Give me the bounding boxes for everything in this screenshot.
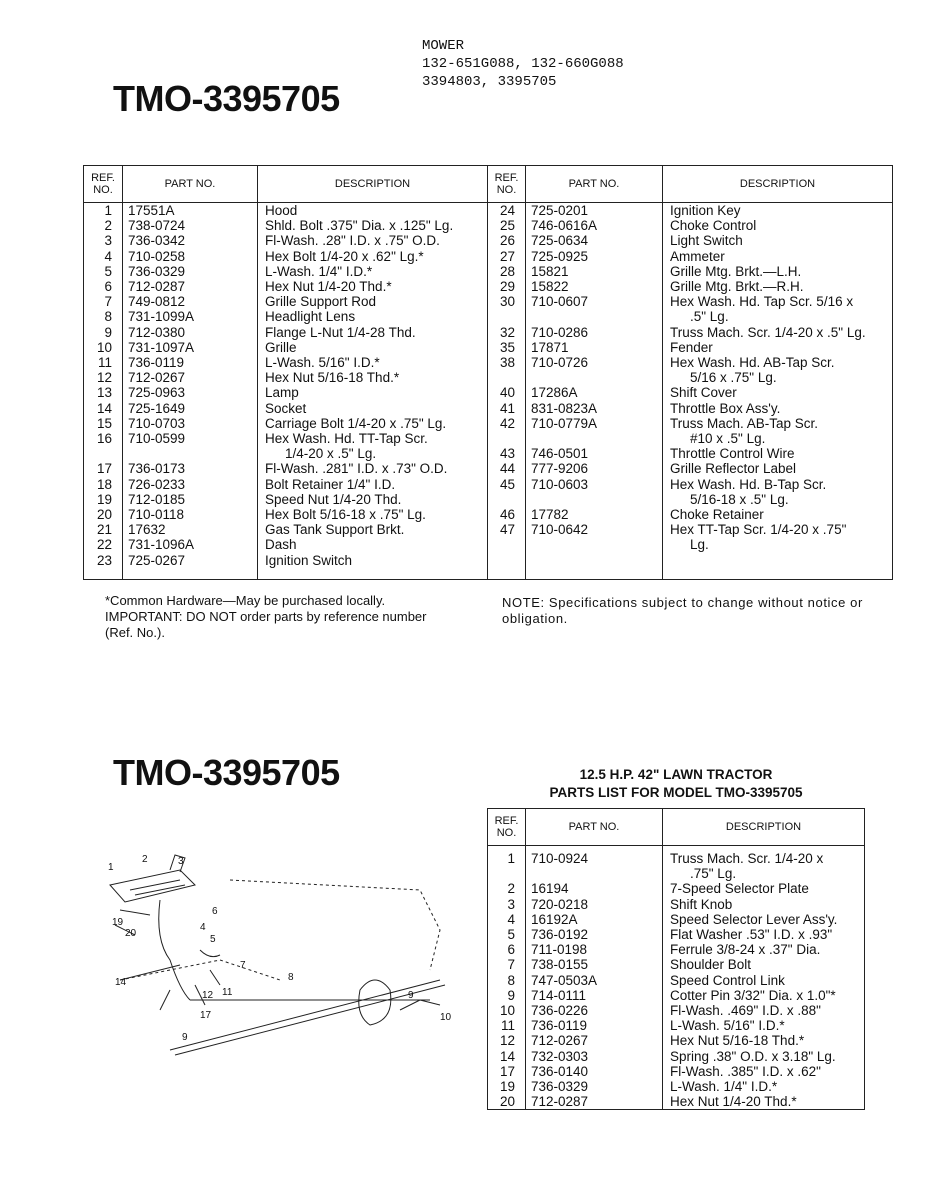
header-ref: REF. NO. <box>84 166 123 203</box>
part-description: Ferrule 3/8-24 x .37" Dia. <box>670 942 821 958</box>
header-desc: DESCRIPTION <box>258 166 488 203</box>
part-number: 746-0501 <box>531 446 589 462</box>
important-note: IMPORTANT: DO NOT order parts by reference number (Ref. No.). <box>105 609 427 640</box>
part-number: 711-0198 <box>531 942 588 958</box>
part-description: Fl-Wash. .281" I.D. x .73" O.D. <box>265 461 448 477</box>
part-number: 712-0287 <box>128 279 186 295</box>
ref-number: 45 <box>499 476 515 492</box>
part-description: Hex Wash. Hd. TT-Tap Scr. <box>265 431 428 447</box>
ref-number: 11 <box>500 1018 515 1034</box>
part-number: 710-0924 <box>531 851 589 866</box>
part-description: Hex Nut 1/4-20 Thd.* <box>265 279 392 295</box>
part-description: Truss Mach. Scr. 1/4-20 x <box>670 851 824 866</box>
ref-number: 7 <box>507 957 515 973</box>
ref-number: 14 <box>96 400 112 416</box>
part-number: 747-0503A <box>531 972 598 988</box>
part-number: 15822 <box>531 279 569 295</box>
section-title: TMO-3395705 <box>113 752 340 793</box>
callout-label: 7 <box>240 960 246 971</box>
part-number: 736-0119 <box>531 1018 588 1034</box>
ref-number: 43 <box>499 446 515 462</box>
part-number: 17782 <box>531 507 569 523</box>
part-description: Grille Mtg. Brkt.—R.H. <box>670 279 804 295</box>
part-number: 736-0140 <box>531 1063 589 1079</box>
part-number: 710-0607 <box>531 294 589 310</box>
part-description: Fender <box>670 339 713 355</box>
part-description: Fl-Wash. .385" I.D. x .62" <box>670 1063 821 1079</box>
part-number: 710-0118 <box>128 507 185 523</box>
part-description: Choke Control <box>670 218 757 234</box>
callout-label: 5 <box>210 934 216 945</box>
part-number: 831-0823A <box>531 400 598 416</box>
ref-number: 6 <box>507 942 515 958</box>
callout-label: 14 <box>115 977 127 988</box>
part-description: 7-Speed Selector Plate <box>670 881 809 897</box>
part-number: 712-0185 <box>128 491 186 507</box>
part-description: Dash <box>265 537 297 553</box>
part-description: Lamp <box>265 385 299 401</box>
header-desc: DESCRIPTION <box>663 166 893 203</box>
part-number: 712-0380 <box>128 324 186 340</box>
ref-number: 17 <box>96 461 112 477</box>
ref-number: 27 <box>499 248 515 264</box>
callout-label: 10 <box>440 1012 452 1023</box>
model-numbers-1: 132-651G088, 132-660G088 <box>422 56 624 72</box>
callout-label: 2 <box>142 854 148 865</box>
callout-label: 11 <box>222 987 233 998</box>
header-ref: REF. NO. <box>488 809 526 846</box>
ref-number: 29 <box>499 279 515 295</box>
part-description: Hex TT-Tap Scr. 1/4-20 x .75" <box>670 522 847 538</box>
part-number: 736-0192 <box>531 927 589 943</box>
ref-number: 7 <box>104 294 112 310</box>
ref-number: 21 <box>96 522 112 538</box>
part-description: Ignition Switch <box>265 552 353 568</box>
part-description: Carriage Bolt 1/4-20 x .75" Lg. <box>265 415 447 431</box>
part-number: 712-0267 <box>531 1033 589 1049</box>
part-number: 777-9206 <box>531 461 589 477</box>
model-numbers-2: 3394803, 3395705 <box>422 74 557 90</box>
callout-label: 9 <box>408 990 414 1001</box>
part-number: 732-0303 <box>531 1048 589 1064</box>
part-description: Truss Mach. Scr. 1/4-20 x .5" Lg. <box>670 324 866 340</box>
part-description: Grille Reflector Label <box>670 461 797 477</box>
part-description: Hex Nut 5/16-18 Thd.* <box>670 1033 805 1049</box>
part-description-cont: Lg. <box>690 537 709 553</box>
page-title: TMO-3395705 <box>113 78 340 119</box>
part-description: Speed Control Link <box>670 972 785 988</box>
tractor-subtitle: 12.5 H.P. 42" LAWN TRACTOR <box>579 767 773 782</box>
ref-number: 12 <box>499 1033 515 1049</box>
part-description: Speed Nut 1/4-20 Thd. <box>265 491 402 507</box>
callout-label: 12 <box>202 990 214 1001</box>
callout-label: 8 <box>288 972 294 983</box>
ref-number: 38 <box>499 355 515 371</box>
part-description-cont: #10 x .5" Lg. <box>690 431 766 447</box>
ref-number: 3 <box>104 233 112 249</box>
ref-number: 42 <box>499 415 515 431</box>
part-description: Grille Mtg. Brkt.—L.H. <box>670 263 802 279</box>
part-description: Shift Knob <box>670 896 733 912</box>
callout-label: 9 <box>182 1032 188 1043</box>
ref-number: 28 <box>499 263 515 279</box>
description-column <box>258 203 488 580</box>
part-description-cont: .75" Lg. <box>690 866 737 882</box>
part-number: 736-0329 <box>128 263 186 279</box>
part-number: 712-0267 <box>128 370 186 386</box>
part-description: Gas Tank Support Brkt. <box>265 522 405 538</box>
ref-number: 26 <box>499 233 515 249</box>
part-description: Headlight Lens <box>265 309 356 325</box>
part-number: 725-0963 <box>128 385 186 401</box>
part-number: 710-0642 <box>531 522 589 538</box>
part-description: L-Wash. 1/4" I.D.* <box>670 1079 778 1095</box>
part-description: Truss Mach. AB-Tap Scr. <box>670 415 819 431</box>
ref-number: 5 <box>104 263 112 279</box>
part-description-cont: 1/4-20 x .5" Lg. <box>285 446 377 462</box>
parts-table-main <box>83 165 893 580</box>
part-description: Spring .38" O.D. x 3.18" Lg. <box>670 1048 836 1064</box>
part-description-cont: 5/16-18 x .5" Lg. <box>690 491 789 507</box>
ref-number: 6 <box>104 279 112 295</box>
part-number: 725-0925 <box>531 248 589 264</box>
part-description: Shift Cover <box>670 385 737 401</box>
part-number: 725-1649 <box>128 400 186 416</box>
callout-label: 20 <box>125 928 137 939</box>
callout-label: 6 <box>212 906 218 917</box>
part-description: Hex Bolt 1/4-20 x .62" Lg.* <box>265 248 424 264</box>
part-description: Hex Nut 1/4-20 Thd.* <box>670 1094 797 1110</box>
part-number: 710-0599 <box>128 431 186 447</box>
part-description: Grille <box>265 339 297 355</box>
ref-number: 40 <box>499 385 515 401</box>
part-number: 731-1097A <box>128 339 195 355</box>
part-number: 710-0603 <box>531 476 589 492</box>
part-description: Ammeter <box>670 248 725 264</box>
part-number: 15821 <box>531 263 569 279</box>
ref-number: 44 <box>499 461 515 477</box>
callout-label: 17 <box>200 1010 212 1021</box>
ref-number: 47 <box>499 522 515 538</box>
part-number: 736-0329 <box>531 1079 589 1095</box>
part-number: 710-0779A <box>531 415 598 431</box>
ref-number: 10 <box>499 1003 515 1019</box>
ref-number: 4 <box>104 248 112 264</box>
part-description: Shld. Bolt .375" Dia. x .125" Lg. <box>265 218 454 234</box>
ref-number: 15 <box>96 415 112 431</box>
part-description: L-Wash. 1/4" I.D.* <box>265 263 373 279</box>
ref-number: 20 <box>96 507 112 523</box>
part-number: 714-0111 <box>531 987 587 1003</box>
header-ref: REF. NO. <box>488 166 526 203</box>
callout-label: 3 <box>178 856 184 867</box>
part-number: 710-0258 <box>128 248 186 264</box>
ref-number: 2 <box>507 881 515 897</box>
description-column <box>663 203 893 580</box>
ref-number: 32 <box>499 324 515 340</box>
header-part: PART NO. <box>526 166 663 203</box>
ref-number: 4 <box>507 911 515 927</box>
part-description: Fl-Wash. .28" I.D. x .75" O.D. <box>265 233 440 249</box>
part-description: Grille Support Rod <box>265 294 377 310</box>
ref-number: 5 <box>507 927 515 943</box>
ref-number: 9 <box>507 987 515 1003</box>
ref-number: 46 <box>499 507 515 523</box>
part-number: 17632 <box>128 522 166 538</box>
part-number: 746-0616A <box>531 218 598 234</box>
ref-number: 1 <box>104 203 112 218</box>
part-number: 738-0155 <box>531 957 589 973</box>
part-description: Hood <box>265 203 298 218</box>
part-number: 712-0287 <box>531 1094 589 1110</box>
part-description-cont: .5" Lg. <box>690 309 729 325</box>
ref-number: 17 <box>499 1063 515 1079</box>
part-description: Speed Selector Lever Ass'y. <box>670 911 838 927</box>
part-column <box>123 203 258 580</box>
ref-number: 35 <box>499 339 515 355</box>
part-number: 17871 <box>531 339 569 355</box>
part-number: 749-0812 <box>128 294 186 310</box>
part-description: Throttle Control Wire <box>670 446 795 462</box>
ref-number: 30 <box>499 294 515 310</box>
part-description: Fl-Wash. .469" I.D. x .88" <box>670 1003 821 1019</box>
ref-number: 18 <box>96 476 112 492</box>
part-number: 16194 <box>531 881 569 897</box>
specification-note: NOTE: Specifications subject to change without notice or obligation. <box>502 595 863 626</box>
ref-number: 23 <box>96 552 112 568</box>
part-number: 17551A <box>128 203 175 218</box>
part-number: 17286A <box>531 385 578 401</box>
part-number: 736-0226 <box>531 1003 589 1019</box>
description-column <box>663 846 865 1110</box>
part-description: Hex Wash. Hd. B-Tap Scr. <box>670 476 827 492</box>
part-number: 731-1099A <box>128 309 195 325</box>
part-number: 736-0342 <box>128 233 186 249</box>
parts-table-speed-selector <box>487 808 865 1110</box>
product-label: MOWER <box>422 38 465 54</box>
part-description: Shoulder Bolt <box>670 957 752 973</box>
ref-number: 12 <box>96 370 112 386</box>
part-number: 710-0286 <box>531 324 589 340</box>
callout-label: 4 <box>200 922 206 933</box>
ref-number: 2 <box>104 218 112 234</box>
part-description: Socket <box>265 400 307 416</box>
part-description: Hex Wash. Hd. AB-Tap Scr. <box>670 355 835 371</box>
part-description: Choke Retainer <box>670 507 764 523</box>
ref-number: 25 <box>499 218 515 234</box>
part-description: L-Wash. 5/16" I.D.* <box>670 1018 785 1034</box>
part-number: 736-0119 <box>128 355 185 371</box>
part-description: Hex Bolt 5/16-18 x .75" Lg. <box>265 507 426 523</box>
ref-number: 19 <box>96 491 112 507</box>
ref-number: 8 <box>507 972 515 988</box>
ref-number: 41 <box>499 400 515 416</box>
part-description: Cotter Pin 3/32" Dia. x 1.0"* <box>670 987 836 1003</box>
part-number: 710-0703 <box>128 415 186 431</box>
ref-number: 24 <box>499 203 515 218</box>
callout-label: 1 <box>108 862 114 873</box>
parts-list-subtitle: PARTS LIST FOR MODEL TMO-3395705 <box>549 785 803 800</box>
part-number: 738-0724 <box>128 218 186 234</box>
part-description: Hex Nut 5/16-18 Thd.* <box>265 370 400 386</box>
header-desc: DESCRIPTION <box>663 809 865 846</box>
ref-number: 8 <box>104 309 112 325</box>
part-description: Ignition Key <box>670 203 741 218</box>
header-part: PART NO. <box>526 809 663 846</box>
part-number: 710-0726 <box>531 355 589 371</box>
part-number: 731-1096A <box>128 537 195 553</box>
part-column <box>526 846 663 1110</box>
part-number: 726-0233 <box>128 476 186 492</box>
ref-number: 3 <box>507 896 515 912</box>
speed-selector-diagram <box>100 850 470 1110</box>
ref-number: 14 <box>499 1048 515 1064</box>
ref-number: 19 <box>499 1079 515 1095</box>
part-number: 725-0634 <box>531 233 589 249</box>
part-description: L-Wash. 5/16" I.D.* <box>265 355 380 371</box>
ref-column <box>84 203 123 580</box>
part-number: 725-0267 <box>128 552 186 568</box>
ref-number: 11 <box>97 355 112 371</box>
ref-number: 16 <box>96 431 112 447</box>
header-part: PART NO. <box>123 166 258 203</box>
ref-column <box>488 203 526 580</box>
ref-column <box>488 846 526 1110</box>
part-description: Light Switch <box>670 233 743 249</box>
part-column <box>526 203 663 580</box>
ref-number: 22 <box>96 537 112 553</box>
part-number: 736-0173 <box>128 461 186 477</box>
ref-number: 1 <box>507 851 515 866</box>
callout-label: 19 <box>112 917 124 928</box>
part-description-cont: 5/16 x .75" Lg. <box>690 370 777 386</box>
part-number: 725-0201 <box>531 203 589 218</box>
ref-number: 9 <box>104 324 112 340</box>
ref-number: 20 <box>499 1094 515 1110</box>
common-hardware-note: *Common Hardware—May be purchased locally. <box>105 593 386 608</box>
part-description: Flat Washer .53" I.D. x .93" <box>670 927 833 943</box>
part-number: 16192A <box>531 911 578 927</box>
part-description: Throttle Box Ass'y. <box>670 400 781 416</box>
part-description: Hex Wash. Hd. Tap Scr. 5/16 x <box>670 294 854 310</box>
part-description: Bolt Retainer 1/4" I.D. <box>265 476 396 492</box>
ref-number: 13 <box>96 385 112 401</box>
part-number: 720-0218 <box>531 896 589 912</box>
part-description: Flange L-Nut 1/4-28 Thd. <box>265 324 416 340</box>
ref-number: 10 <box>96 339 112 355</box>
